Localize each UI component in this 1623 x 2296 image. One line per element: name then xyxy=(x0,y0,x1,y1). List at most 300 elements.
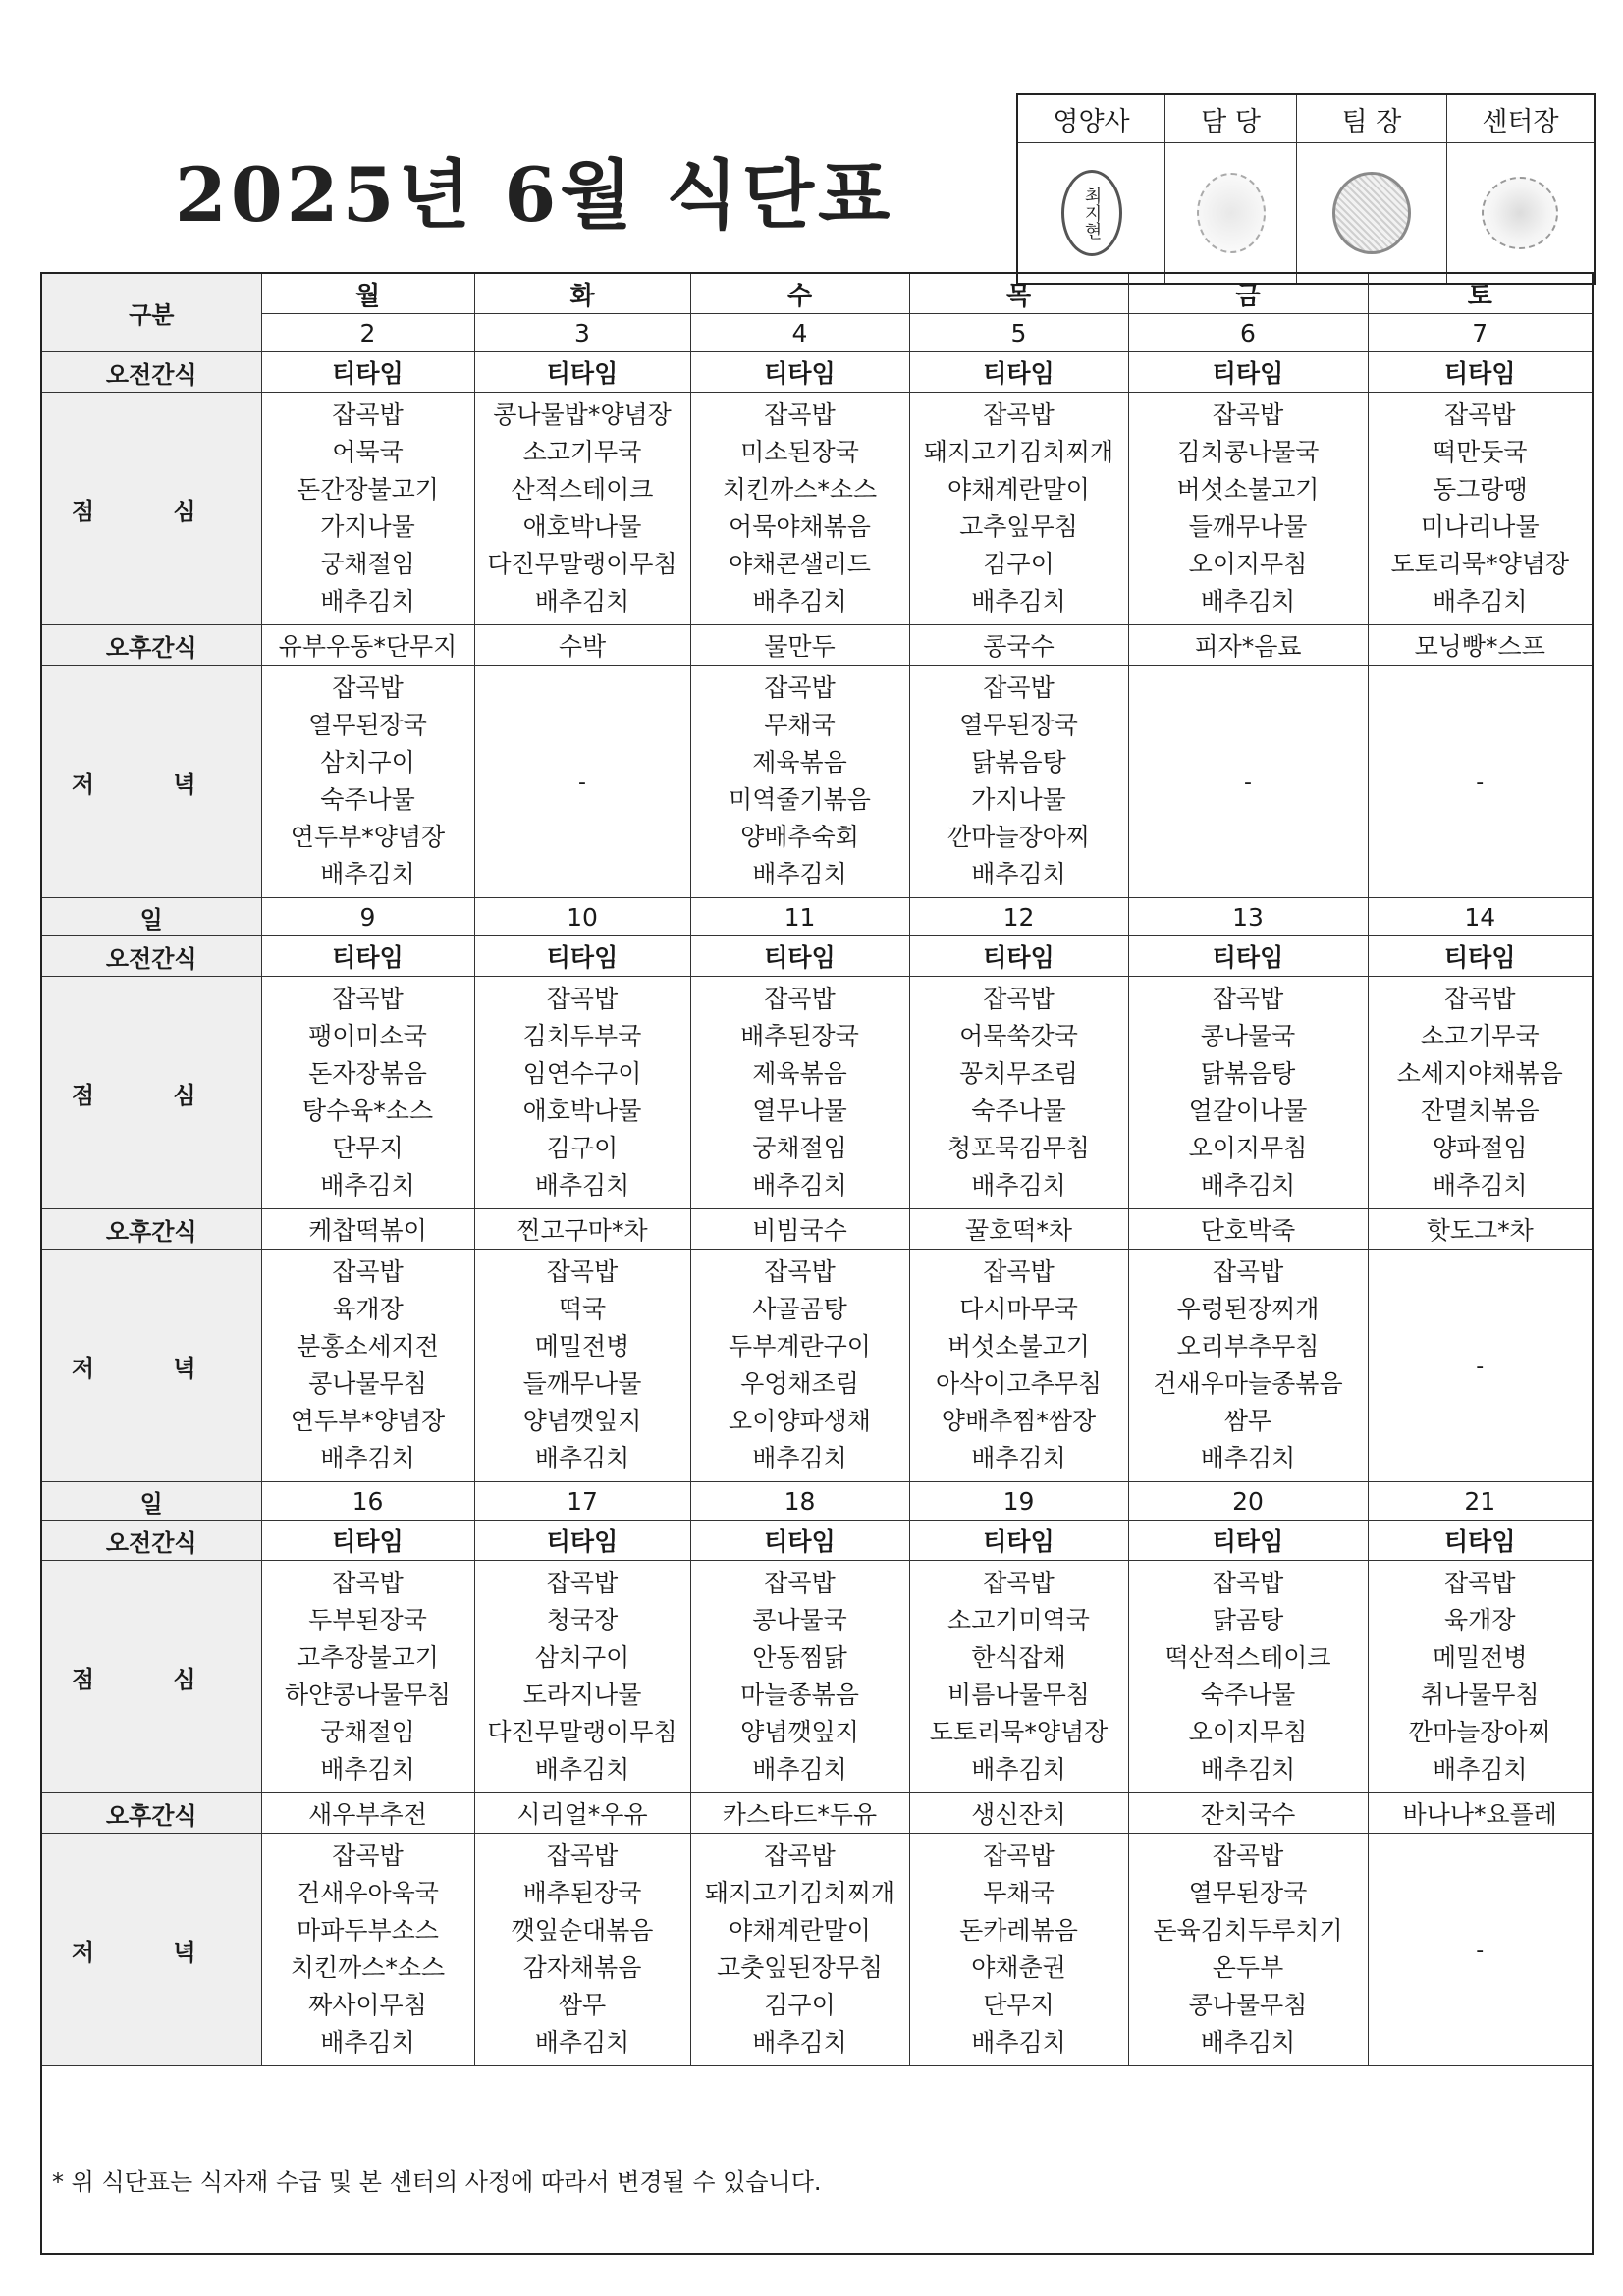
date-cell: 16 xyxy=(261,1482,474,1521)
menu-item: 배추김치 xyxy=(1432,1755,1528,1784)
menu-item: 동그랑땡 xyxy=(1432,475,1528,504)
menu-item: 삼치구이 xyxy=(320,748,415,776)
am-snack-cell: 티타임 xyxy=(690,936,909,977)
lunch-cell xyxy=(1128,1561,1368,1793)
day-header-row xyxy=(41,273,1593,314)
pm-snack-cell: 수박 xyxy=(474,625,690,666)
menu-item: 양념깻잎지 xyxy=(740,1718,859,1746)
menu-item: 배추김치 xyxy=(752,2028,847,2056)
menu-item: 단무지 xyxy=(332,1134,404,1162)
menu-item: 잡곡밥 xyxy=(1212,400,1284,429)
menu-item: 온두부 xyxy=(1212,1953,1284,1982)
am-snack-cell: 티타임 xyxy=(690,1521,909,1561)
menu-item: 연두부*양념장 xyxy=(290,1407,446,1435)
menu-item: 잡곡밥 xyxy=(764,985,836,1013)
lunch-cell xyxy=(690,1561,909,1793)
menu-item: 잡곡밥 xyxy=(546,1569,619,1597)
approval-cell-nutritionist xyxy=(1017,143,1165,285)
seal-stamp-icon xyxy=(1332,172,1411,254)
pm-snack-cell: 케찹떡볶이 xyxy=(261,1209,474,1250)
lunch-row xyxy=(41,393,1593,625)
menu-item: 우엉채조림 xyxy=(740,1369,859,1398)
menu-item: 소고기무국 xyxy=(1420,1022,1540,1050)
pm-snack-cell: 바나나*요플레 xyxy=(1368,1793,1593,1834)
lunch-cell xyxy=(1368,977,1593,1209)
am-snack-cell: 티타임 xyxy=(261,352,474,393)
day-header-fri: 금 xyxy=(1128,273,1368,314)
menu-item: 잡곡밥 xyxy=(332,985,404,1013)
menu-item: 배추김치 xyxy=(1432,1171,1528,1200)
menu-item: 미나리나물 xyxy=(1420,512,1540,541)
menu-item: 콩나물밥*양념장 xyxy=(493,400,672,429)
date-cell: 11 xyxy=(690,898,909,936)
menu-item: 양배추찜*쌈장 xyxy=(941,1407,1097,1435)
date-cell: 3 xyxy=(474,314,690,352)
menu-item: 배추김치 xyxy=(320,2028,415,2056)
menu-item: 김구이 xyxy=(764,1991,836,2019)
dinner-cell xyxy=(909,1250,1128,1482)
menu-item: 다진무말랭이무침 xyxy=(487,1718,677,1746)
dinner-cell xyxy=(474,1834,690,2066)
lunch-cell xyxy=(909,1561,1128,1793)
dinner-cell xyxy=(1128,666,1368,898)
pm-snack-cell: 시리얼*우유 xyxy=(474,1793,690,1834)
menu-item: 깻잎순대볶음 xyxy=(511,1916,654,1945)
menu-item: 배추김치 xyxy=(1200,2028,1296,2056)
am-snack-cell: 티타임 xyxy=(909,1521,1128,1561)
menu-item: 무채국 xyxy=(764,711,836,739)
menu-item: 어묵쑥갓국 xyxy=(959,1022,1078,1050)
lunch-cell xyxy=(1128,393,1368,625)
menu-item: 열무된장국 xyxy=(959,711,1078,739)
lunch-cell xyxy=(909,393,1128,625)
menu-item: 콩나물국 xyxy=(1200,1022,1296,1050)
am-snack-cell: 티타임 xyxy=(1368,936,1593,977)
am-snack-cell: 티타임 xyxy=(1368,1521,1593,1561)
approval-header-nutritionist: 영양사 xyxy=(1017,94,1165,143)
menu-item: 잡곡밥 xyxy=(983,400,1055,429)
menu-item: 배추김치 xyxy=(971,1755,1066,1784)
menu-item: 숙주나물 xyxy=(971,1096,1066,1125)
menu-item: 건새우마늘종볶음 xyxy=(1153,1369,1343,1398)
date-cell: 17 xyxy=(474,1482,690,1521)
lunch-row xyxy=(41,1561,1593,1793)
menu-item: 떡만둣국 xyxy=(1432,438,1528,466)
menu-item: 잡곡밥 xyxy=(1212,1569,1284,1597)
menu-item: 가지나물 xyxy=(971,785,1066,814)
menu-item: 배추김치 xyxy=(1200,1755,1296,1784)
empty-marker: - xyxy=(578,771,586,795)
date-cell: 12 xyxy=(909,898,1128,936)
menu-item: 잡곡밥 xyxy=(1212,1257,1284,1286)
dinner-cell xyxy=(1368,1834,1593,2066)
seal-stamp-icon xyxy=(1197,173,1266,253)
date-cell: 18 xyxy=(690,1482,909,1521)
am-snack-cell: 티타임 xyxy=(474,936,690,977)
menu-item: 배추김치 xyxy=(534,587,630,615)
menu-item: 어묵국 xyxy=(332,438,404,466)
menu-item: 소고기무국 xyxy=(522,438,642,466)
menu-item: 쌈무 xyxy=(1223,1407,1272,1435)
week-label: 일 xyxy=(41,898,261,936)
pm-snack-cell: 유부우동*단무지 xyxy=(261,625,474,666)
am-snack-cell: 티타임 xyxy=(474,1521,690,1561)
menu-item: 배추김치 xyxy=(1200,1171,1296,1200)
dinner-label: 저 녁 xyxy=(41,666,261,898)
menu-item: 탕수육*소스 xyxy=(301,1096,434,1125)
lunch-cell xyxy=(474,393,690,625)
menu-item: 연두부*양념장 xyxy=(290,823,446,851)
menu-item: 배추김치 xyxy=(534,2028,630,2056)
am-snack-cell: 티타임 xyxy=(1128,1521,1368,1561)
date-cell: 2 xyxy=(261,314,474,352)
menu-item: 배추김치 xyxy=(971,1171,1066,1200)
menu-item: 단무지 xyxy=(983,1991,1055,2019)
menu-item: 안동찜닭 xyxy=(752,1643,847,1672)
menu-item: 꽁치무조림 xyxy=(959,1059,1078,1088)
menu-item: 배추김치 xyxy=(752,1444,847,1472)
date-cell: 5 xyxy=(909,314,1128,352)
menu-item: 마늘종볶음 xyxy=(740,1681,859,1709)
am-snack-cell: 티타임 xyxy=(909,352,1128,393)
menu-item: 깐마늘장아찌 xyxy=(947,823,1090,851)
am-snack-label: 오전간식 xyxy=(41,352,261,393)
menu-item: 고추잎무침 xyxy=(959,512,1078,541)
am-snack-cell: 티타임 xyxy=(474,352,690,393)
dinner-cell xyxy=(690,666,909,898)
menu-item: 잡곡밥 xyxy=(983,985,1055,1013)
menu-item: 다진무말랭이무침 xyxy=(487,550,677,578)
menu-item: 취나물무침 xyxy=(1420,1681,1540,1709)
menu-item: 떡산적스테이크 xyxy=(1164,1643,1331,1672)
menu-item: 잡곡밥 xyxy=(764,673,836,702)
date-cell: 9 xyxy=(261,898,474,936)
dinner-cell xyxy=(261,1250,474,1482)
dinner-cell xyxy=(1128,1250,1368,1482)
menu-item: 돈자장볶음 xyxy=(308,1059,427,1088)
menu-item: 잡곡밥 xyxy=(983,673,1055,702)
menu-item: 야채계란말이 xyxy=(947,475,1090,504)
lunch-cell xyxy=(690,393,909,625)
menu-item: 마파두부소스 xyxy=(297,1916,439,1945)
approval-header-team-lead: 팀 장 xyxy=(1297,94,1447,143)
menu-item: 메밀전병 xyxy=(1432,1643,1528,1672)
menu-item: 삼치구이 xyxy=(534,1643,630,1672)
pm-snack-label: 오후간식 xyxy=(41,1793,261,1834)
lunch-cell xyxy=(261,393,474,625)
menu-item: 청국장 xyxy=(546,1606,619,1634)
date-cell: 21 xyxy=(1368,1482,1593,1521)
menu-item: 배추김치 xyxy=(971,2028,1066,2056)
lunch-row xyxy=(41,977,1593,1209)
menu-item: 산적스테이크 xyxy=(511,475,654,504)
menu-item: 떡국 xyxy=(558,1295,607,1323)
dinner-cell xyxy=(909,1834,1128,2066)
menu-item: 잡곡밥 xyxy=(546,985,619,1013)
dinner-cell xyxy=(909,666,1128,898)
menu-item: 잡곡밥 xyxy=(764,1257,836,1286)
menu-item: 잡곡밥 xyxy=(546,1842,619,1870)
menu-item: 배추된장국 xyxy=(740,1022,859,1050)
menu-item: 배추김치 xyxy=(1432,587,1528,615)
category-label: 구분 xyxy=(41,273,261,352)
am-snack-cell: 티타임 xyxy=(261,1521,474,1561)
menu-item: 콩나물무침 xyxy=(308,1369,427,1398)
pm-snack-label: 오후간식 xyxy=(41,625,261,666)
date-cell: 6 xyxy=(1128,314,1368,352)
dinner-cell xyxy=(261,1834,474,2066)
lunch-cell xyxy=(909,977,1128,1209)
dinner-label: 저 녁 xyxy=(41,1250,261,1482)
lunch-cell xyxy=(1128,977,1368,1209)
dinner-cell xyxy=(690,1834,909,2066)
menu-item: 두부계란구이 xyxy=(729,1332,871,1361)
dinner-cell xyxy=(1128,1834,1368,2066)
date-cell: 19 xyxy=(909,1482,1128,1521)
seal-stamp-icon xyxy=(1482,177,1558,249)
pm-snack-cell: 단호박죽 xyxy=(1128,1209,1368,1250)
pm-snack-label: 오후간식 xyxy=(41,1209,261,1250)
menu-item: 잡곡밥 xyxy=(983,1842,1055,1870)
empty-marker: - xyxy=(1476,771,1485,795)
am-snack-cell: 티타임 xyxy=(690,352,909,393)
menu-item: 짜사이무침 xyxy=(308,1991,427,2019)
menu-item: 감자채볶음 xyxy=(522,1953,642,1982)
dinner-cell xyxy=(690,1250,909,1482)
date-row xyxy=(41,898,1593,936)
menu-item: 사골곰탕 xyxy=(752,1295,847,1323)
menu-item: 들깨무나물 xyxy=(522,1369,642,1398)
menu-item: 얼갈이나물 xyxy=(1188,1096,1308,1125)
menu-item: 돼지고기김치찌개 xyxy=(704,1879,895,1907)
menu-item: 양념깻잎지 xyxy=(522,1407,642,1435)
menu-item: 잡곡밥 xyxy=(546,1257,619,1286)
menu-item: 배추김치 xyxy=(534,1444,630,1472)
menu-item: 들깨무나물 xyxy=(1188,512,1308,541)
menu-item: 오이지무침 xyxy=(1188,550,1308,578)
am-snack-row xyxy=(41,936,1593,977)
menu-item: 콩나물무침 xyxy=(1188,1991,1308,2019)
menu-item: 잡곡밥 xyxy=(764,1842,836,1870)
am-snack-row xyxy=(41,352,1593,393)
menu-item: 건새우아욱국 xyxy=(297,1879,439,1907)
menu-item: 버섯소불고기 xyxy=(947,1332,1090,1361)
pm-snack-cell: 카스타드*두유 xyxy=(690,1793,909,1834)
menu-item: 잡곡밥 xyxy=(332,1257,404,1286)
menu-item: 잡곡밥 xyxy=(332,673,404,702)
day-header-mon: 월 xyxy=(261,273,474,314)
lunch-label: 점 심 xyxy=(41,977,261,1209)
menu-item: 잡곡밥 xyxy=(1444,400,1516,429)
lunch-cell xyxy=(1368,393,1593,625)
am-snack-cell: 티타임 xyxy=(1128,936,1368,977)
menu-item: 야채콘샐러드 xyxy=(729,550,871,578)
menu-item: 열무된장국 xyxy=(1188,1879,1308,1907)
menu-item: 깐마늘장아찌 xyxy=(1408,1718,1551,1746)
menu-item: 무채국 xyxy=(983,1879,1055,1907)
am-snack-row xyxy=(41,1521,1593,1561)
menu-item: 배추김치 xyxy=(320,1444,415,1472)
pm-snack-cell: 콩국수 xyxy=(909,625,1128,666)
menu-item: 숙주나물 xyxy=(320,785,415,814)
dinner-cell xyxy=(474,666,690,898)
pm-snack-cell: 모닝빵*스프 xyxy=(1368,625,1593,666)
menu-item: 메밀전병 xyxy=(534,1332,630,1361)
menu-item: 잡곡밥 xyxy=(1212,985,1284,1013)
am-snack-cell: 티타임 xyxy=(1128,352,1368,393)
menu-item: 고추장불고기 xyxy=(297,1643,439,1672)
lunch-label: 점 심 xyxy=(41,393,261,625)
menu-item: 잔멸치볶음 xyxy=(1420,1096,1540,1125)
menu-item: 다시마무국 xyxy=(959,1295,1078,1323)
menu-item: 청포묵김무침 xyxy=(947,1134,1090,1162)
approval-cell-staff xyxy=(1165,143,1297,285)
menu-item: 도토리묵*양념장 xyxy=(929,1718,1109,1746)
menu-item: 한식잡채 xyxy=(971,1643,1066,1672)
menu-item: 잡곡밥 xyxy=(332,1842,404,1870)
pm-snack-cell: 생신잔치 xyxy=(909,1793,1128,1834)
date-cell: 20 xyxy=(1128,1482,1368,1521)
menu-item: 배추김치 xyxy=(534,1755,630,1784)
menu-item: 배추김치 xyxy=(1200,587,1296,615)
menu-item: 치킨까스*소스 xyxy=(722,475,878,504)
footnote: * 위 식단표는 식자재 수급 및 본 센터의 사정에 따라서 변경될 수 있습니다. xyxy=(41,2066,1593,2255)
menu-item: 김구이 xyxy=(983,550,1055,578)
am-snack-cell: 티타임 xyxy=(261,936,474,977)
menu-item: 가지나물 xyxy=(320,512,415,541)
approval-cell-director xyxy=(1446,143,1595,285)
menu-item: 잡곡밥 xyxy=(1444,1569,1516,1597)
day-header-wed: 수 xyxy=(690,273,909,314)
menu-item: 야채계란말이 xyxy=(729,1916,871,1945)
menu-item: 제육볶음 xyxy=(752,748,847,776)
menu-item: 김치콩나물국 xyxy=(1176,438,1320,466)
day-header-tue: 화 xyxy=(474,273,690,314)
lunch-cell xyxy=(261,977,474,1209)
menu-item: 비름나물무침 xyxy=(947,1681,1090,1709)
menu-item: 배추김치 xyxy=(320,1755,415,1784)
pm-snack-cell: 비빔국수 xyxy=(690,1209,909,1250)
menu-item: 닭볶음탕 xyxy=(971,748,1066,776)
menu-item: 숙주나물 xyxy=(1200,1681,1296,1709)
am-snack-cell: 티타임 xyxy=(1368,352,1593,393)
seal-stamp-icon xyxy=(1061,170,1122,256)
menu-item: 궁채절임 xyxy=(752,1134,847,1162)
pm-snack-cell: 피자*음료 xyxy=(1128,625,1368,666)
menu-item: 애호박나물 xyxy=(522,512,642,541)
approval-box xyxy=(1016,93,1596,285)
menu-item: 잡곡밥 xyxy=(1444,985,1516,1013)
am-snack-label: 오전간식 xyxy=(41,936,261,977)
menu-item: 잡곡밥 xyxy=(983,1257,1055,1286)
menu-item: 아삭이고추무침 xyxy=(935,1369,1103,1398)
menu-item: 돈카레볶음 xyxy=(959,1916,1078,1945)
dinner-row xyxy=(41,666,1593,898)
dinner-row xyxy=(41,1834,1593,2066)
menu-item: 돈육김치두루치기 xyxy=(1153,1916,1343,1945)
empty-marker: - xyxy=(1476,1355,1485,1379)
lunch-cell xyxy=(261,1561,474,1793)
date-row xyxy=(41,314,1593,352)
empty-marker: - xyxy=(1244,771,1252,795)
menu-item: 고춧잎된장무침 xyxy=(716,1953,884,1982)
menu-item: 배추김치 xyxy=(752,860,847,888)
menu-item: 하얀콩나물무침 xyxy=(284,1681,452,1709)
lunch-cell xyxy=(690,977,909,1209)
dinner-cell xyxy=(1368,1250,1593,1482)
menu-item: 열무나물 xyxy=(752,1096,847,1125)
menu-item: 소세지야채볶음 xyxy=(1396,1059,1563,1088)
pm-snack-cell: 찐고구마*차 xyxy=(474,1209,690,1250)
menu-item: 배추김치 xyxy=(320,860,415,888)
dinner-cell xyxy=(261,666,474,898)
menu-item: 배추김치 xyxy=(534,1171,630,1200)
menu-item: 애호박나물 xyxy=(522,1096,642,1125)
menu-item: 치킨까스*소스 xyxy=(290,1953,446,1982)
menu-item: 배추김치 xyxy=(752,1171,847,1200)
menu-item: 육개장 xyxy=(332,1295,404,1323)
dinner-cell xyxy=(1368,666,1593,898)
menu-item: 배추김치 xyxy=(971,587,1066,615)
menu-item: 닭곰탕 xyxy=(1212,1606,1284,1634)
menu-item: 쌈무 xyxy=(558,1991,607,2019)
menu-item: 우렁된장찌개 xyxy=(1176,1295,1320,1323)
menu-item: 열무된장국 xyxy=(308,711,427,739)
menu-item: 양배추숙회 xyxy=(740,823,859,851)
pm-snack-row xyxy=(41,625,1593,666)
menu-item: 미소된장국 xyxy=(740,438,859,466)
approval-header-staff: 담 당 xyxy=(1165,94,1297,143)
pm-snack-row xyxy=(41,1793,1593,1834)
pm-snack-cell: 물만두 xyxy=(690,625,909,666)
menu-item: 오이양파생채 xyxy=(729,1407,871,1435)
menu-item: 배추김치 xyxy=(971,860,1066,888)
dinner-label: 저 녁 xyxy=(41,1834,261,2066)
pm-snack-cell: 꿀호떡*차 xyxy=(909,1209,1128,1250)
menu-item: 배추된장국 xyxy=(522,1879,642,1907)
menu-item: 배추김치 xyxy=(320,587,415,615)
menu-item: 배추김치 xyxy=(752,1755,847,1784)
pm-snack-row xyxy=(41,1209,1593,1250)
approval-cell-team-lead xyxy=(1297,143,1447,285)
menu-item: 임연수구이 xyxy=(522,1059,642,1088)
lunch-cell xyxy=(1368,1561,1593,1793)
menu-item: 소고기미역국 xyxy=(947,1606,1090,1634)
menu-item: 제육볶음 xyxy=(752,1059,847,1088)
menu-item: 궁채절임 xyxy=(320,1718,415,1746)
menu-item: 잡곡밥 xyxy=(332,1569,404,1597)
date-cell: 13 xyxy=(1128,898,1368,936)
am-snack-cell: 티타임 xyxy=(909,936,1128,977)
dinner-row xyxy=(41,1250,1593,1482)
menu-item: 돈간장불고기 xyxy=(297,475,439,504)
date-cell: 10 xyxy=(474,898,690,936)
menu-item: 배추김치 xyxy=(320,1171,415,1200)
menu-item: 오이지무침 xyxy=(1188,1718,1308,1746)
pm-snack-cell: 핫도그*차 xyxy=(1368,1209,1593,1250)
menu-item: 두부된장국 xyxy=(308,1606,427,1634)
menu-item: 김구이 xyxy=(546,1134,619,1162)
menu-item: 미역줄기볶음 xyxy=(729,785,871,814)
menu-item: 잡곡밥 xyxy=(332,400,404,429)
menu-item: 잡곡밥 xyxy=(764,1569,836,1597)
empty-marker: - xyxy=(1476,1939,1485,1963)
menu-item: 도라지나물 xyxy=(522,1681,642,1709)
menu-item: 배추김치 xyxy=(1200,1444,1296,1472)
menu-item: 잡곡밥 xyxy=(764,400,836,429)
menu-item: 팽이미소국 xyxy=(308,1022,427,1050)
menu-item: 버섯소불고기 xyxy=(1176,475,1320,504)
